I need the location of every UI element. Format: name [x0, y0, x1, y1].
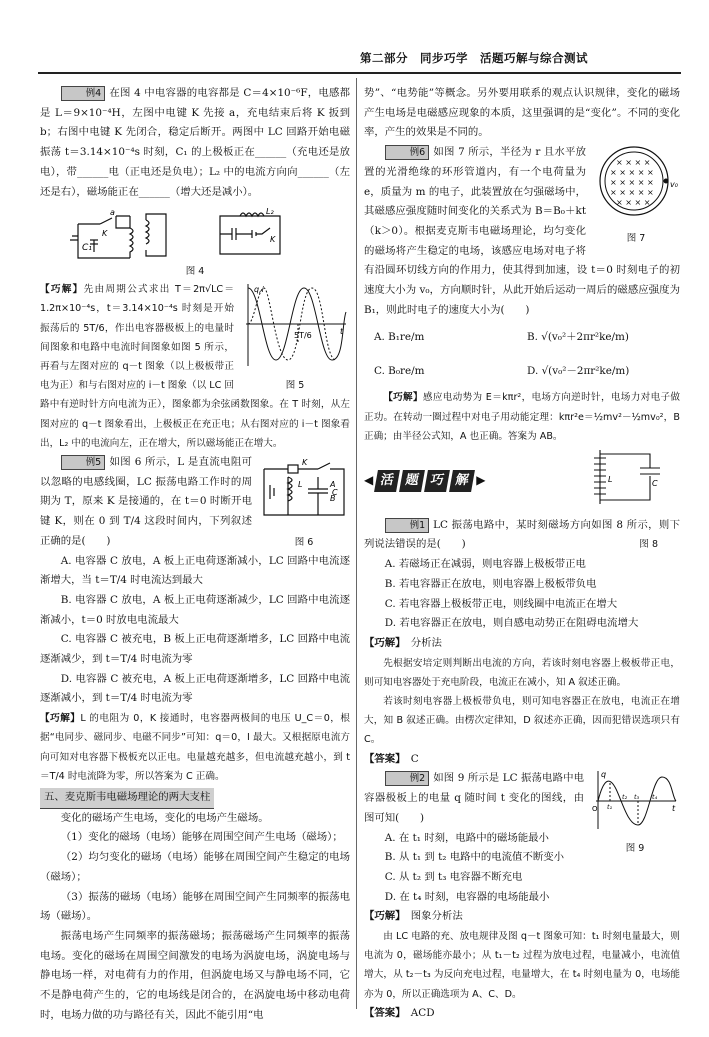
section-5-p5: 振荡电场产生同频率的振荡磁场；振荡磁场产生同频率的振荡电场。变化的磁场在周围空间激发的电场为涡旋电场，涡旋电场与静电场一样，对电荷有力的作用，但涡旋电场又与静电场不同，它不是静电荷产生的，它的电场线是闭合的，在涡旋电场中移动电荷时，电场力做的功与路径有关，因此不能引用“电	[40, 929, 350, 1021]
figure-8-circuit	[580, 446, 666, 508]
right-column	[364, 84, 680, 1024]
svg-text:L: L	[298, 480, 303, 490]
example-1-option-c: C. 若电容器上极板带正电，则线圈中电流正在增大	[384, 597, 618, 610]
continued-text: 势”、“电势能”等概念。另外要用联系的观点认识规律，变化的磁场产生电场是电磁感应现象的本质，这里强调的是“变化”。不同的变化率，产生的效果是不同的。	[364, 87, 680, 139]
figure-4	[40, 206, 350, 264]
example-5-option-d: D. 电容器 C 被充电，A 板上正电荷逐渐增多，LC 回路中电流逐渐减小，到 t＝T/4 时电流为零	[40, 672, 350, 705]
svg-text:K: K	[302, 458, 308, 468]
figure-7-caption: 图 7	[626, 232, 646, 244]
figure-7-v0-label: v₀	[670, 180, 678, 190]
example-5-text: 如图 6 所示，L 是直流电阻可以忽略的电感线圈，LC 振荡电路工作时的周期为 T，原来 K 是接通的，在 t＝0 时断开电键 K，则在 0 到 T/4 这段时间内，下列叙述正确的是( )	[40, 456, 252, 547]
example-4-tag: 例4	[61, 86, 105, 101]
example-5-option-a: A. 电容器 C 放电，A 板上正电荷逐渐减小，LC 回路中电流逐渐增大，当 t＝T/4 时电流达到最大	[40, 554, 350, 587]
figure-7	[592, 143, 680, 247]
figure-4-left-circuit	[70, 206, 180, 264]
running-header: 第二部分 同步巧学 活题巧解与综合测试	[360, 51, 588, 65]
example-5-solution-text: L 的电阻为 0，K 接通时，电容器两极间的电压 U_C＝0，根据“电同步、磁同步、电磁不同步”可知：q＝0，I 最大。又根据原电流方向可知对电容器下极板充以正电。电量越充越多，但电流越充越小，到 t＝T/4 时电流降为零，所以答案为 C 正确。	[40, 713, 351, 782]
figure-6-caption: 图 6	[294, 536, 314, 548]
figure-8-caption: 图 8	[639, 539, 658, 551]
example-1-option-d: D. 若电容器正在放电，则自感电动势正在阻碍电流增大	[384, 617, 639, 630]
example-2-option-b: B. 从 t₁ 到 t₂ 电路中的电流值不断变小	[384, 851, 565, 864]
figure-6-circuit	[258, 455, 350, 527]
example-6-option-c: C. B₀re/m	[374, 365, 425, 378]
svg-text:× × × × ×: × × × × ×	[610, 168, 654, 178]
svg-text:× × × ×: × × × ×	[616, 158, 651, 168]
example-1-solution-2: 若该时刻电容器上极板带负电，则可知电容器正在放电，电流正在增大，知 B 叙述正确。由楞次定律知，D 叙述亦正确，因而犯错误选项只有 C。	[364, 696, 680, 746]
example-2-solution-tag: 【巧解】	[364, 910, 401, 923]
figure-8	[580, 446, 666, 516]
svg-text:O: O	[592, 805, 598, 814]
banner-char-4: 解	[449, 470, 475, 492]
example-1-option-a: A. 若磁场正在减弱，则电容器上极板带正电	[384, 558, 586, 571]
svg-text:L: L	[608, 475, 613, 485]
banner-right-arrow-icon: ▶	[476, 473, 486, 488]
example-1-option-b: B. 若电容器正在放电，则电容器上极板带负电	[384, 577, 597, 590]
example-2-option-a: A. 在 t₁ 时刻，电路中的磁场能最小	[384, 831, 549, 844]
figure-4-right-circuit	[210, 206, 320, 264]
svg-text:a: a	[110, 208, 115, 218]
svg-text:C₁: C₁	[82, 243, 92, 254]
example-5-option-b: B. 电容器 C 放电，A 板上正电荷逐渐减少，LC 回路中电流逐渐减小，t＝0 时放电电流最大	[40, 593, 350, 626]
example-1-tag: 例1	[385, 518, 429, 533]
example-4-solution-tag: 【巧解】	[40, 284, 84, 296]
figure-5	[240, 282, 350, 394]
svg-text:L₂: L₂	[266, 207, 274, 217]
svg-text:t₃: t₃	[634, 793, 640, 802]
example-2-option-c: C. 从 t₂ 到 t₃ 电容器不断充电	[384, 870, 523, 883]
figure-6	[258, 455, 350, 551]
section-5-p1: 变化的磁场产生电场，变化的电场产生磁场。	[60, 811, 269, 824]
svg-text:× × × ×: × × × ×	[616, 198, 651, 208]
example-1	[364, 516, 680, 555]
section-5-p3: （2）均匀变化的磁场（电场）能够在周围空间产生稳定的电场（磁场）；	[40, 851, 350, 883]
example-6-solution-text: 感应电动势为 E＝kπr²，电场方向逆时针，电场力对电子做正功。在转动一圈过程中对电子用动能定理：kπr²e＝½mv²－½mv₀²，B 正确；由半径公式知，A 也正确。答案为 AB。	[364, 392, 681, 442]
figure-5-graph	[240, 282, 350, 370]
example-6-options	[364, 320, 680, 388]
example-1-answer	[364, 750, 680, 770]
section-5-p2: （1）变化的磁场（电场）能够在周围空间产生电场（磁场）；	[60, 831, 343, 844]
example-6-option-a: A. B₁re/m	[374, 331, 425, 344]
svg-text:B: B	[330, 494, 336, 504]
banner-char-3: 巧	[424, 470, 450, 492]
example-2-solution: 由 LC 电路的充、放电规律及图 q－t 图象可知：t₁ 时刻电量最大，则电流为 0，磁场能亦最小；从 t₁－t₂ 过程为放电过程，电量减小，电流值增大，从 t₂－t₃ 为反向充电过程，电量增大，在 t₄ 时刻电量为 0，电场能亦为 0，所以正确选项为 A、C、D。	[364, 931, 680, 1000]
svg-text:K: K	[270, 235, 276, 245]
example-6-solution-tag: 【巧解】	[383, 392, 423, 404]
example-2-method-text: 图象分析法	[410, 910, 463, 923]
example-5-option-c: C. 电容器 C 被充电，B 板上正电荷逐渐增多，LC 回路中电流逐渐减少，到 t＝T/4 时电流为零	[40, 633, 350, 666]
example-5-solution	[40, 709, 350, 786]
figure-4-caption: 图 4	[185, 266, 205, 278]
svg-text:C: C	[652, 479, 658, 489]
column-divider	[356, 78, 357, 1009]
figure-5-caption: 图 5	[285, 379, 305, 391]
svg-text:A: A	[330, 480, 336, 490]
example-1-answer-tag: 【答案】	[364, 752, 401, 765]
section-5-heading: 五、麦克斯韦电磁场理论的两大支柱	[40, 788, 214, 809]
example-1-method	[364, 634, 680, 654]
svg-text:t₂: t₂	[622, 793, 628, 802]
example-6-text: 如图 7 所示，半径为 r 且水平放置的光滑绝缘的环形管道内，有一个电荷量为 e，质量为 m 的电子，此装置放在匀强磁场中，其磁感应强度随时间变化的关系式为 B＝B₀＋kt（k＞0）。根据麦克斯韦电磁场理论，均匀变化的磁场将产生稳定的电场，该感应电场对电子将有沿圆环切线方向的作用力，使其得到加速，设 t＝0 时刻电子的初速度大小为 v₀，方向顺时针，从此开始后运动一周后的磁感应强度为 B₁，则此时电子的速度大小为( )	[364, 146, 680, 316]
example-2-answer-value: ACD	[410, 1006, 435, 1019]
example-1-solution-1: 先根据安培定则判断出电流的方向，若该时刻电容器上极板带正电，则可知电容器处于充电阶段，电流正在减小，知 A 叙述正确。	[364, 657, 680, 688]
figure-9	[590, 769, 680, 857]
example-6-tag: 例6	[385, 145, 429, 160]
header-rule	[38, 72, 681, 74]
example-6-option-b: B. √(v₀²＋2πr²ke/m)	[527, 331, 629, 344]
svg-text:t₁: t₁	[607, 803, 613, 812]
example-2-option-d: D. 在 t₄ 时刻，电容器的电场能最小	[384, 890, 550, 903]
example-6-solution	[364, 388, 680, 446]
example-5-tag: 例5	[61, 455, 105, 470]
example-1-method-text: 分析法	[410, 636, 442, 649]
svg-text:C: C	[332, 488, 338, 498]
svg-text:q: q	[601, 770, 607, 780]
example-1-text: LC 振荡电路中，某时刻磁场方向如图 8 所示，则下列说法错误的是( )	[364, 518, 680, 551]
svg-text:× × × × ×: × × × × ×	[610, 178, 654, 188]
example-1-solution-tag: 【巧解】	[364, 636, 401, 649]
figure-9-graph	[590, 769, 680, 833]
section-5-heading-row	[40, 788, 350, 809]
svg-text:q,i: q,i	[254, 285, 264, 295]
banner-row	[364, 446, 680, 516]
example-1-answer-value: C	[410, 752, 419, 765]
figure-9-caption: 图 9	[625, 843, 645, 855]
svg-text:× × × × ×: × × × × ×	[610, 188, 654, 198]
example-6-option-d: D. √(v₀²－2πr²ke/m)	[527, 365, 630, 378]
figure-5-mark-label: 5T/6	[294, 331, 312, 341]
example-2-tag: 例2	[385, 771, 429, 786]
example-2-answer-tag: 【答案】	[364, 1006, 401, 1019]
svg-text:K: K	[102, 229, 108, 239]
banner-left-arrow-icon: ◀	[364, 473, 374, 488]
svg-text:t: t	[340, 327, 344, 337]
huoti-qiaojie-banner	[364, 470, 485, 492]
example-4	[40, 84, 350, 202]
banner-char-2: 题	[399, 470, 425, 492]
section-5-p4: （3）振荡的磁场（电场）能够在周围空间产生同频率的振荡电场（磁场）。	[40, 890, 350, 923]
figure-7-ring	[592, 143, 680, 223]
banner-char-1: 活	[374, 470, 400, 492]
svg-text:t: t	[672, 804, 676, 814]
example-4-text: 在图 4 中电容器的电容都是 C＝4×10⁻⁶F，电感都是 L＝9×10⁻⁴H，左图中电键 K 先接 a，充电结束后将 K 扳到 b；右图中电键 K 先闭合，稳定后断开。两图中 LC 回路开始电磁振荡 t＝3.14×10⁻⁴s 时刻，C₁ 的上极板正在______（充电还是放电），带______电（正电还是负电）；L₂ 中的电流方向向______（左还是右），磁场能正在______（增大还是减小）。	[40, 87, 350, 198]
example-2-text: 如图 9 所示是 LC 振荡电路中电容器极板上的电量 q 随时间 t 变化的图线，由图可知( )	[364, 772, 584, 824]
left-column	[40, 84, 350, 1025]
svg-text:t₄: t₄	[652, 793, 658, 802]
example-5-solution-tag: 【巧解】	[40, 713, 81, 725]
example-2-answer	[364, 1004, 680, 1024]
example-2-method	[364, 907, 680, 927]
example-4-solution-text: 先由周期公式求出 T＝2π√LC＝1.2π×10⁻⁴s，t＝3.14×10⁻⁴s 时刻是开始振荡后的 5T/6，作出电容器极板上的电量时间图象和电路中电流时间图象如图 5 所示，再看与左图对应的 q－t 图象（以上极板带正电为正）和与右图对应的 i－t 图象（以 LC 回路中有逆时针方向电流为正），图象都为余弦函数图象。在 T 时刻，从左图对应的 q－t 图象看出，上极板正在充正电；从右图对应的 i－t 图象看出，L₂ 中的电流向左，正在增大，所以磁场能正在增大。	[40, 284, 350, 449]
